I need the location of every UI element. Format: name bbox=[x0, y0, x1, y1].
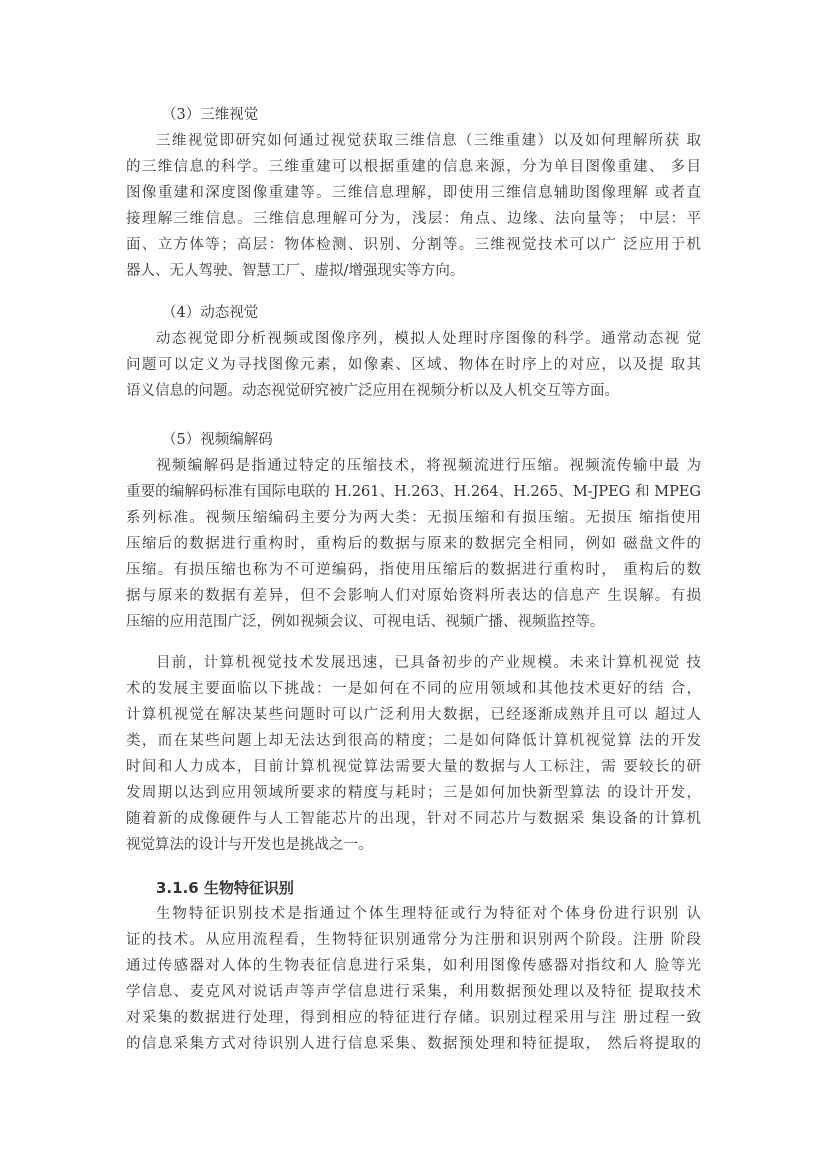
text-line: 据与原来的数据有差异，但不会影响人们对原始资料所表达的信息产 生误解。有损 bbox=[126, 588, 701, 604]
text-line: 系列标准。视频压缩编码主要分为两大类：无损压缩和有损压缩。无损压 缩指使用 bbox=[126, 510, 701, 526]
section-heading: （5）视频编解码 bbox=[162, 432, 273, 448]
text-line: 图像重建和深度图像重建等。三维信息理解，即使用三维信息辅助图像理解 或者直 bbox=[126, 185, 701, 201]
text-line: 接理解三维信息。三维信息理解可分为，浅层：角点、边缘、法向量等； 中层：平 bbox=[126, 211, 701, 227]
text-line: 通过传感器对人体的生物表征信息进行采集，如利用图像传感器对指纹和人 脸等光 bbox=[126, 958, 701, 974]
text-line: 时间和人力成本，目前计算机视觉算法需要大量的数据与人工标注，需 要较长的研 bbox=[126, 759, 701, 775]
section-heading: （3）三维视觉 bbox=[162, 107, 259, 123]
text-line: 语义信息的问题。动态视觉研究被广泛应用在视频分析以及人机交互等方面。 bbox=[126, 383, 619, 399]
text-line: 的信息采集方式对待识别人进行信息采集、数据预处理和特征提取， 然后将提取的 bbox=[126, 1036, 701, 1052]
subsection-title: 3.1.6 生物特征识别 bbox=[156, 879, 294, 897]
text-line: 视频编解码是指通过特定的压缩技术，将视频流进行压缩。视频流传输中最 为 bbox=[156, 458, 701, 474]
text-line: 动态视觉即分析视频或图像序列，模拟人处理时序图像的科学。通常动态视 觉 bbox=[156, 331, 701, 347]
section-heading: （4）动态视觉 bbox=[162, 305, 259, 321]
section-dynamic-vision bbox=[126, 300, 701, 404]
text-line: 目前，计算机视觉技术发展迅速，已具备初步的产业规模。未来计算机视觉 技 bbox=[156, 655, 701, 671]
text-line: 三维视觉即研究如何通过视觉获取三维信息（三维重建）以及如何理解所获 取 bbox=[156, 133, 701, 149]
text-line: 压缩的应用范围广泛，例如视频会议、可视电话、视频广播、视频监控等。 bbox=[126, 614, 605, 630]
text-line: 器人、无人驾驶、智慧工厂、虚拟/增强现实等方向。 bbox=[126, 263, 465, 279]
text-line: 的三维信息的科学。三维重建可以根据重建的信息来源，分为单目图像重建、 多目 bbox=[126, 159, 701, 175]
text-line: 重要的编解码标准有国际电联的 H.261、H.263、H.264、H.265、M-JPEG 和 MPEG bbox=[126, 484, 701, 500]
text-line: 生物特征识别技术是指通过个体生理特征或行为特征对个体身份进行识别 认 bbox=[156, 906, 701, 922]
text-line: 证的技术。从应用流程看，生物特征识别通常分为注册和识别两个阶段。注册 阶段 bbox=[126, 932, 701, 948]
paragraph-challenges bbox=[126, 650, 701, 858]
text-line: 问题可以定义为寻找图像元素，如像素、区域、物体在时序上的对应，以及提 取其 bbox=[126, 357, 701, 373]
text-line: 面、立方体等；高层：物体检测、识别、分割等。三维视觉技术可以广 泛应用于机 bbox=[126, 237, 701, 253]
subsection-biometrics bbox=[126, 875, 701, 1057]
text-line: 类，而在某些问题上却无法达到很高的精度；二是如何降低计算机视觉算 法的开发 bbox=[126, 733, 701, 749]
text-line: 计算机视觉在解决某些问题时可以广泛利用大数据，已经逐渐成熟并且可以 超过人 bbox=[126, 707, 701, 723]
section-video-codec bbox=[126, 427, 701, 635]
text-line: 发周期以达到应用领域所要求的精度与耗时；三是如何加快新型算法 的设计开发， bbox=[126, 785, 701, 801]
text-line: 学信息、麦克风对说话声等声学信息进行采集，利用数据预处理以及特征 提取技术 bbox=[126, 984, 701, 1000]
section-3d-vision bbox=[126, 102, 701, 284]
text-line: 压缩后的数据进行重构时，重构后的数据与原来的数据完全相同，例如 磁盘文件的 bbox=[126, 536, 701, 552]
text-line: 视觉算法的设计与开发也是挑战之一。 bbox=[126, 837, 373, 853]
text-line: 随着新的成像硬件与人工智能芯片的出现，针对不同芯片与数据采 集设备的计算机 bbox=[126, 811, 701, 827]
text-line: 压缩。有损压缩也称为不可逆编码，指使用压缩后的数据进行重构时， 重构后的数 bbox=[126, 562, 701, 578]
text-line: 术的发展主要面临以下挑战：一是如何在不同的应用领域和其他技术更好的结 合， bbox=[126, 681, 701, 697]
text-line: 对采集的数据进行处理，得到相应的特征进行存储。识别过程采用与注 册过程一致 bbox=[126, 1010, 701, 1026]
